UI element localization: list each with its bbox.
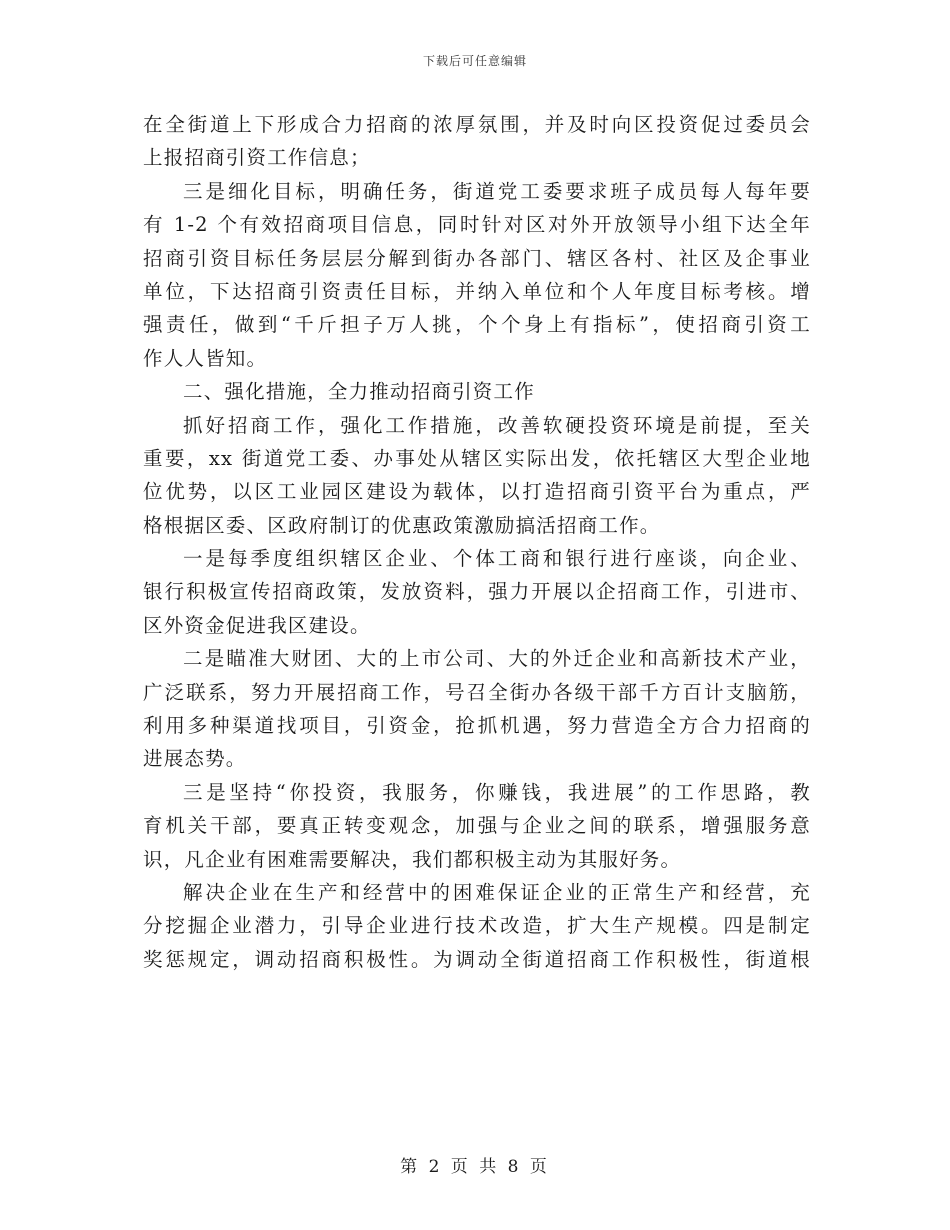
page-header: 下载后可任意编辑 xyxy=(422,54,527,68)
text-line: 育机关干部，要真正转变观念，加强与企业之间的联系，增强服务意 xyxy=(143,814,811,838)
text-line: 招商引资目标任务层层分解到街办各部门、辖区各村、社区及企事业 xyxy=(143,246,811,270)
document-body xyxy=(143,108,811,976)
text-line: 三是细化目标，明确任务，街道党工委要求班子成员每人每年要 xyxy=(183,179,811,203)
text-line: 强责任，做到“千斤担子万人挑，个个身上有指标”，使招商引资工 xyxy=(143,313,811,337)
text-line: 解决企业在生产和经营中的困难保证企业的正常生产和经营，充 xyxy=(183,880,811,904)
section-heading: 二、强化措施，全力推动招商引资工作 xyxy=(183,380,535,404)
text-line: 银行积极宣传招商政策，发放资料，强力开展以企招商工作，引进市、 xyxy=(143,580,811,604)
text-line: 单位，下达招商引资责任目标，并纳入单位和个人年度目标考核。增 xyxy=(143,279,811,303)
text-line: 抓好招商工作，强化工作措施，改善软硬投资环境是前提，至关 xyxy=(183,413,811,437)
text-line: 广泛联系，努力开展招商工作，号召全街办各级干部千方百计支脑筋， xyxy=(143,680,811,704)
text-line: 利用多种渠道找项目，引资金，抢抓机遇，努力营造全方合力招商的 xyxy=(143,714,811,738)
text-line: 区外资金促进我区建设。 xyxy=(143,613,371,637)
page-number: 第 2 页 共 8 页 xyxy=(400,1157,550,1177)
text-line: 一是每季度组织辖区企业、个体工商和银行进行座谈，向企业、 xyxy=(183,547,811,571)
text-line: 进展态势。 xyxy=(143,747,247,771)
text-line: 上报招商引资工作信息； xyxy=(143,146,371,170)
text-line: 分挖掘企业潜力，引导企业进行技术改造，扩大生产规模。四是制定 xyxy=(143,914,811,938)
text-line: 奖惩规定，调动招商积极性。为调动全街道招商工作积极性，街道根 xyxy=(143,947,811,971)
text-line: 有 1-2 个有效招商项目信息，同时针对区对外开放领导小组下达全年 xyxy=(143,213,811,237)
text-line: 格根据区委、区政府制订的优惠政策激励搞活招商工作。 xyxy=(143,513,661,537)
text-line: 三是坚持“你投资，我服务，你赚钱，我进展”的工作思路，教 xyxy=(183,780,811,804)
text-line: 识，凡企业有困难需要解决，我们都积极主动为其服好务。 xyxy=(143,847,682,871)
text-line: 在全街道上下形成合力招商的浓厚氛围，并及时向区投资促过委员会 xyxy=(143,113,811,136)
text-line: 位优势，以区工业园区建设为载体，以打造招商引资平台为重点，严 xyxy=(143,480,811,504)
text-line: 二是瞄准大财团、大的上市公司、大的外迁企业和高新技术产业， xyxy=(183,647,811,671)
text-line: 重要，xx 街道党工委、办事处从辖区实际出发，依托辖区大型企业地 xyxy=(143,446,811,470)
text-line: 作人人皆知。 xyxy=(143,346,268,370)
